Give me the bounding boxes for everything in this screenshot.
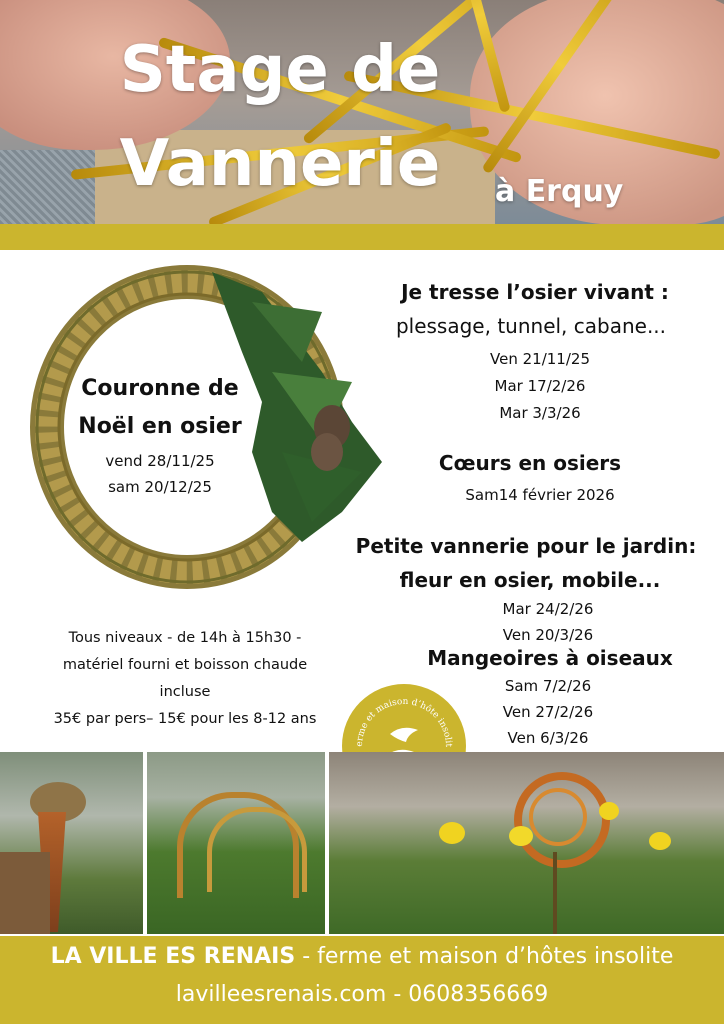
- workshop-date: Mar 24/2/26: [502, 600, 594, 618]
- workshop-title-hearts: Cœurs en osiers: [438, 451, 622, 475]
- wreath-date: sam 20/12/25: [108, 478, 212, 496]
- workshop-subtitle-garden: fleur en osier, mobile...: [399, 568, 661, 592]
- photo-willow-sculpture: [0, 752, 143, 934]
- workshop-date: Mar 3/3/26: [499, 404, 581, 422]
- workshop-subtitle-living-willow: plessage, tunnel, cabane...: [395, 314, 667, 338]
- page-title-line2: Vannerie: [119, 127, 441, 201]
- footer-farm-name: LA VILLE ES RENAIS: [50, 944, 296, 969]
- wreath-title-line2: Noël en osier: [78, 414, 242, 439]
- workshop-date: Mar 17/2/26: [494, 377, 586, 395]
- workshop-date: Sam14 février 2026: [465, 486, 615, 504]
- workshop-date: Ven 6/3/26: [507, 729, 589, 747]
- workshop-title-birdfeeders: Mangeoires à oiseaux: [427, 646, 673, 670]
- footer-contact[interactable]: lavilleesrenais.com - 0608356669: [175, 982, 549, 1007]
- accent-band-top: [0, 224, 724, 250]
- footer: [0, 936, 724, 1024]
- workshop-title-living-willow: Je tresse l’osier vivant :: [401, 280, 669, 304]
- wreath-title-line1: Couronne de: [81, 376, 239, 401]
- wreath-date: vend 28/11/25: [105, 452, 215, 470]
- workshop-date: Ven 20/3/26: [502, 626, 594, 644]
- info-text: incluse: [159, 684, 211, 700]
- footer-line1: [0, 944, 724, 969]
- footer-tagline: - ferme et maison d’hôtes insolite: [295, 944, 674, 969]
- workshop-title-garden: Petite vannerie pour le jardin:: [355, 534, 697, 558]
- location-label: à Erquy: [495, 174, 624, 209]
- workshop-date: Sam 7/2/26: [504, 677, 592, 695]
- badge-top-text: erme et maison d’hôte insolit: [354, 696, 454, 748]
- info-text: matériel fourni et boisson chaude: [62, 657, 308, 673]
- pricing-text: 35€ par pers– 15€ pour les 8-12 ans: [53, 711, 317, 727]
- page-title-line1: Stage de: [119, 33, 441, 107]
- workshop-date: Ven 27/2/26: [502, 703, 594, 721]
- photo-willow-flower-daffodils: [329, 752, 724, 934]
- workshop-date: Ven 21/11/25: [490, 350, 590, 368]
- photo-willow-tunnel: [147, 752, 325, 934]
- info-text: Tous niveaux - de 14h à 15h30 -: [68, 630, 302, 646]
